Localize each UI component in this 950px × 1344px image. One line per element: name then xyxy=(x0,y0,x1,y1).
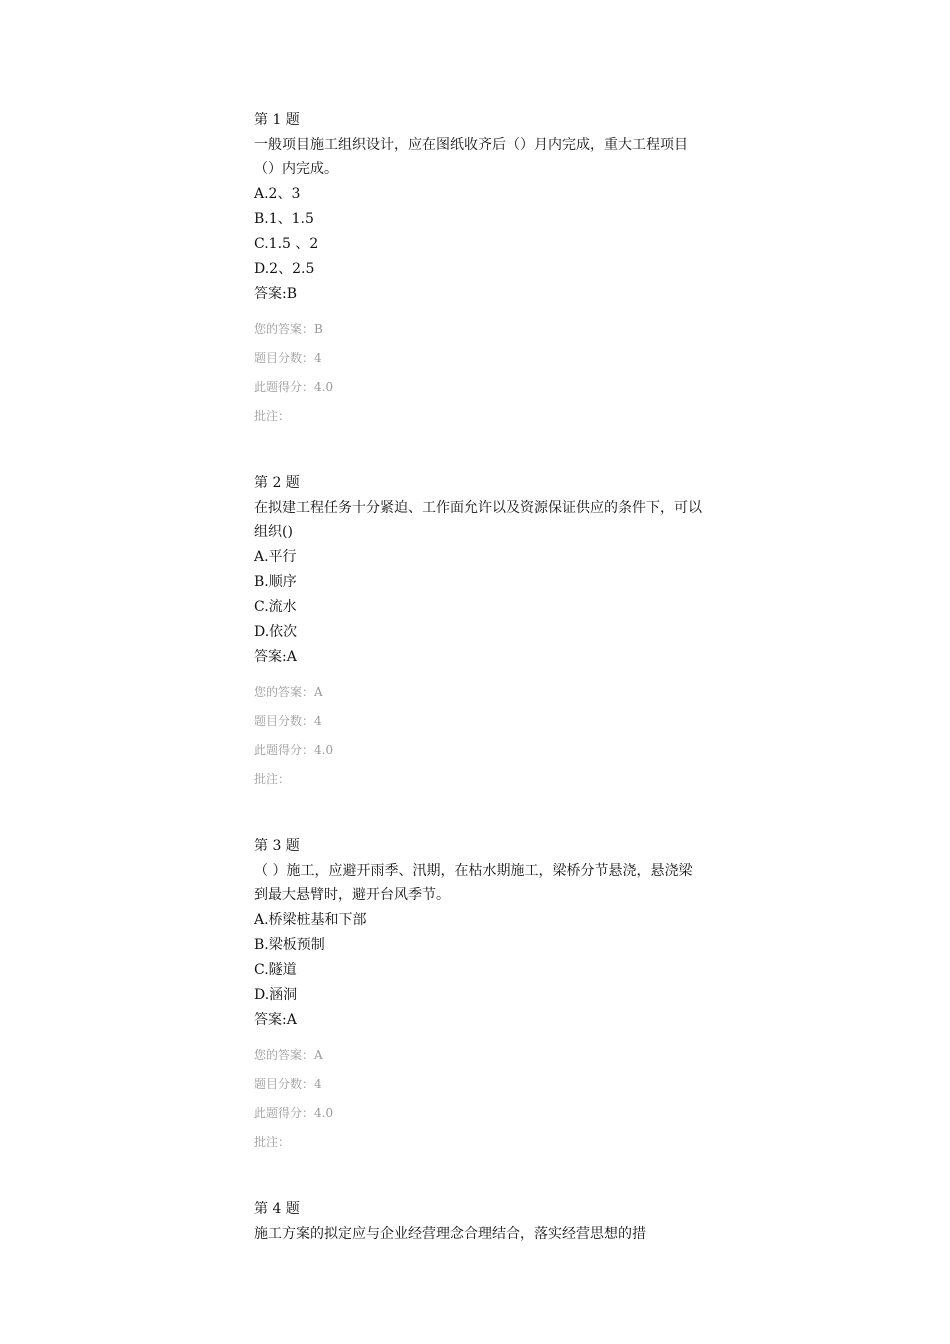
option-b: B.梁板预制 xyxy=(254,937,325,953)
option-d: D.涵洞 xyxy=(254,987,298,1003)
question-title: 第 4 题 xyxy=(254,1201,300,1217)
comment-label: 批注： xyxy=(254,772,291,786)
earned-score: 此题得分：4.0 xyxy=(254,380,334,394)
question-stem: 在拟建工程任务十分紧迫、工作面允许以及资源保证供应的条件下，可以组织() xyxy=(254,500,702,540)
question-2 xyxy=(254,471,704,794)
question-1 xyxy=(254,108,704,431)
question-stem: （ ）施工，应避开雨季、汛期，在枯水期施工，梁桥分节悬浇，悬浇梁到最大悬臂时，避开台风季节。 xyxy=(254,863,693,903)
comment-label: 批注： xyxy=(254,409,291,423)
correct-answer: 答案:B xyxy=(254,286,298,302)
option-b: B.1、1.5 xyxy=(254,211,314,227)
question-stem: 一般项目施工组织设计，应在图纸收齐后（）月内完成，重大工程项目（）内完成。 xyxy=(254,137,688,177)
option-b: B.顺序 xyxy=(254,574,297,590)
earned-score: 此题得分：4.0 xyxy=(254,743,334,757)
option-c: C.1.5 、2 xyxy=(254,236,319,252)
correct-answer: 答案:A xyxy=(254,1012,297,1028)
question-score: 题目分数：4 xyxy=(254,714,322,728)
option-a: A.桥梁桩基和下部 xyxy=(254,912,367,928)
question-score: 题目分数：4 xyxy=(254,1077,322,1091)
comment-label: 批注： xyxy=(254,1135,291,1149)
option-a: A.2、3 xyxy=(254,186,301,202)
option-a: A.平行 xyxy=(254,549,297,565)
question-score: 题目分数：4 xyxy=(254,351,322,365)
question-stem: 施工方案的拟定应与企业经营理念合理结合，落实经营思想的措 xyxy=(254,1226,646,1242)
option-c: C.隧道 xyxy=(254,962,297,978)
question-title: 第 3 题 xyxy=(254,838,300,854)
question-4 xyxy=(254,1197,704,1246)
question-title: 第 1 题 xyxy=(254,112,300,128)
document-page xyxy=(254,108,704,1286)
correct-answer: 答案:A xyxy=(254,649,297,665)
earned-score: 此题得分：4.0 xyxy=(254,1106,334,1120)
option-d: D.依次 xyxy=(254,624,298,640)
question-title: 第 2 题 xyxy=(254,475,300,491)
your-answer: 您的答案：A xyxy=(254,685,323,699)
your-answer: 您的答案：A xyxy=(254,1048,323,1062)
option-c: C.流水 xyxy=(254,599,297,615)
question-3 xyxy=(254,834,704,1157)
your-answer: 您的答案：B xyxy=(254,322,323,336)
option-d: D.2、2.5 xyxy=(254,261,315,277)
